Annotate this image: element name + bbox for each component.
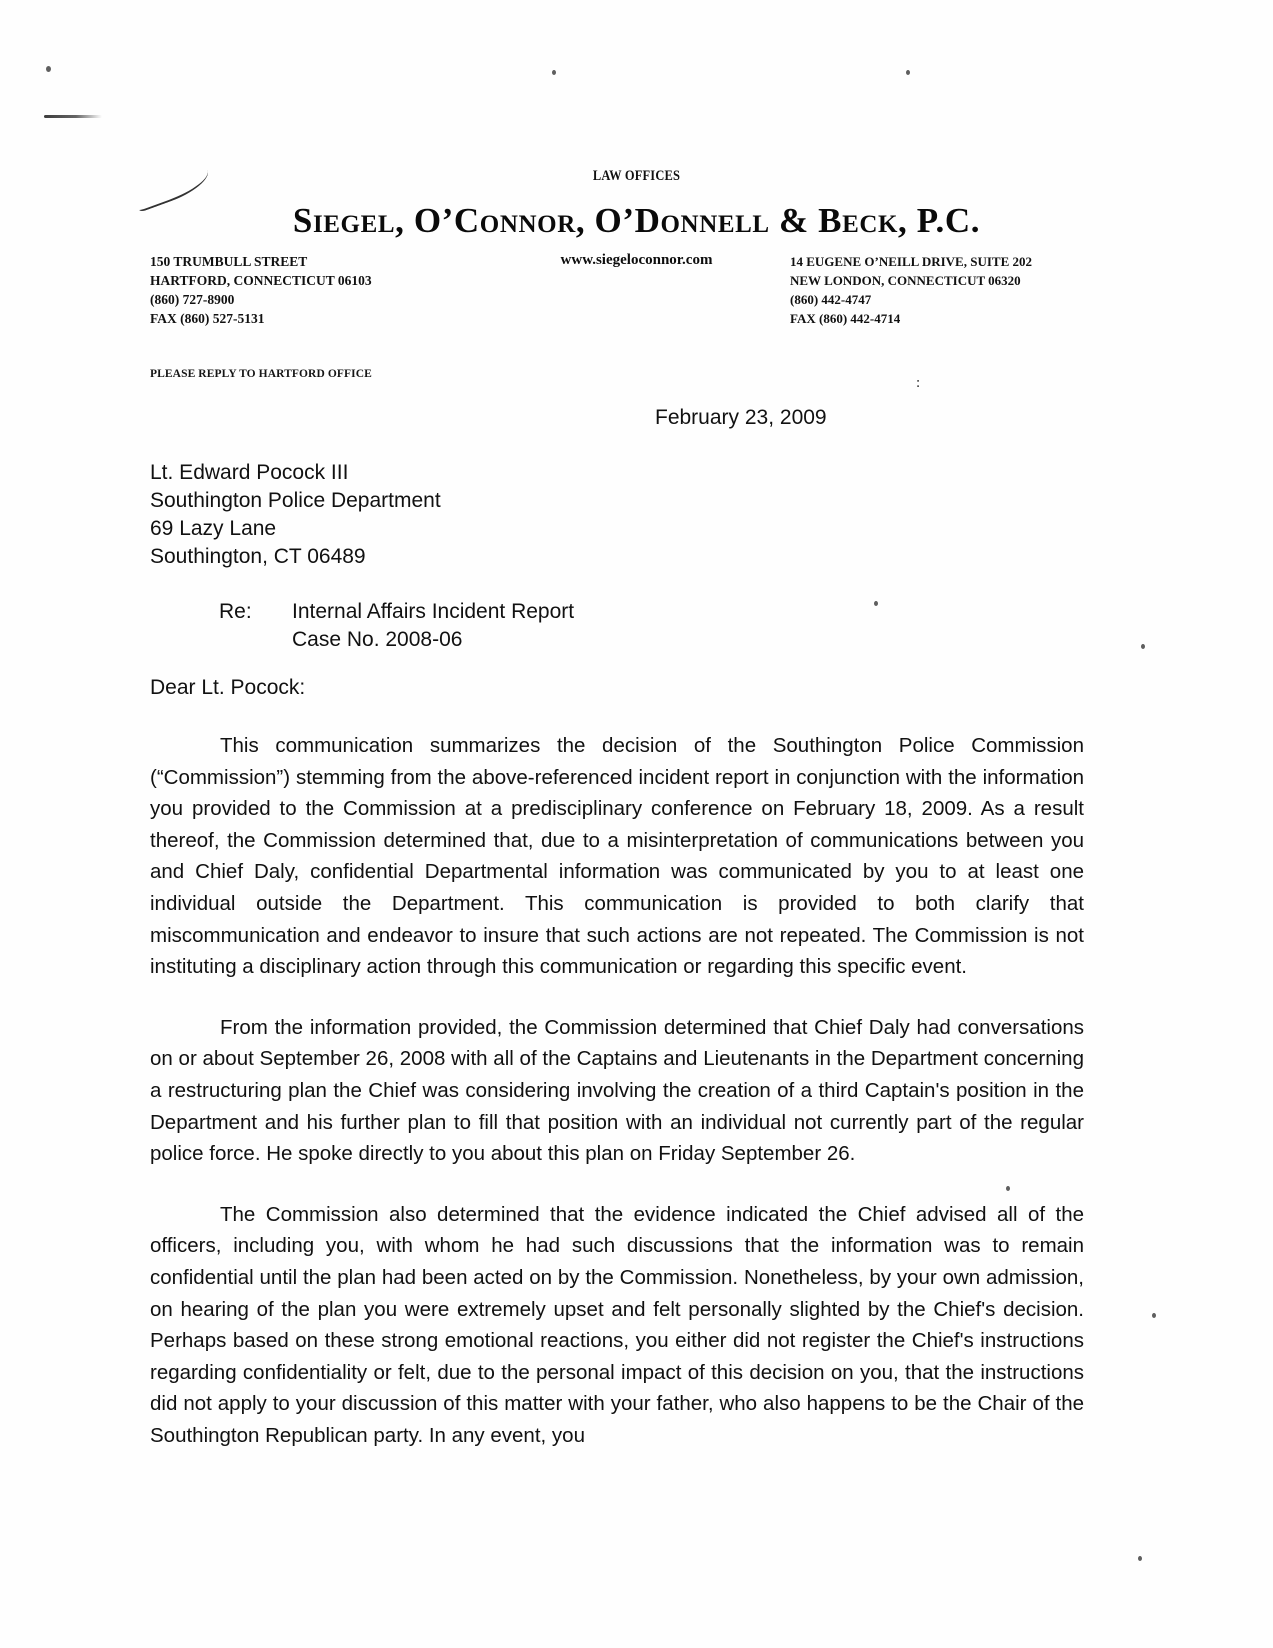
re-subject-block — [219, 598, 574, 654]
re-subject-first-row — [219, 598, 574, 626]
re-subject-line-1: Internal Affairs Incident Report — [292, 600, 575, 623]
re-label: Re: — [219, 600, 252, 623]
recipient-address-block — [150, 459, 441, 571]
new-london-fax: FAX (860) 442-4714 — [790, 311, 901, 326]
body-paragraph-2: From the information provided, the Commission determined that Chief Daly had conversations on or about September 26, 2008 with all of the Captains and Lieutenants in the Department concerning a restructuring plan the Chief was considering involving the creation of a third Captain's position in the Department and his further plan to fill that position with an individual not currently part of the regular police force. He spoke directly to you about this plan on Friday September 26. — [150, 1015, 1084, 1166]
letter-date: February 23, 2009 — [655, 406, 827, 429]
new-london-office-block — [790, 252, 1032, 328]
body-paragraph-1: This communication summarizes the decision of the Southington Police Commission (“Commission”) stemming from the above-referenced incident report in conjunction with the information you provided to the Commission at a predisciplinary conference on February 18, 2009. As a result thereof, the Commission determined that, due to a misinterpretation of communications between you and Chief Daly, confidential Departmental information was communicated by you to at least one individual outside the Department. This communication is provided to both clarify that miscommunication and endeavor to insure that such actions are not repeated. The Commission is not instituting a disciplinary action through this communication or regarding this specific event. — [150, 734, 1084, 979]
reply-instruction: PLEASE REPLY TO HARTFORD OFFICE — [150, 368, 372, 380]
re-subject-second-row — [219, 626, 574, 654]
recipient-city-state-zip: Southington, CT 06489 — [150, 545, 366, 568]
firm-website[interactable]: www.siegeloconnor.com — [560, 252, 713, 268]
hartford-city-state-zip: HARTFORD, CONNECTICUT 06103 — [150, 273, 372, 288]
new-london-phone: (860) 442-4747 — [790, 292, 872, 307]
body-paragraph-3: The Commission also determined that the evidence indicated the Chief advised all of the officers, including you, with whom he had such discussions that the information was to remain confidential until the plan had been acted on by the Commission. Nonetheless, by your own admission, on hearing of the plan you were extremely upset and felt personally slighted by the Chief's decision. Perhaps based on these strong emotional reactions, you either did not register the Chief's instructions regarding confidentiality or felt, due to the personal impact of this decision on you, that the instructions did not apply to your discussion of this matter with your father, who also happens to be the Chair of the Southington Republican party. In any event, you — [150, 1202, 1084, 1447]
scan-artifact-mark: : — [916, 375, 921, 391]
letter-body — [150, 730, 1084, 1451]
hartford-phone: (860) 727-8900 — [150, 292, 235, 307]
scan-speck — [1152, 1313, 1156, 1318]
recipient-organization: Southington Police Department — [150, 489, 441, 512]
re-case-number: Case No. 2008-06 — [292, 628, 463, 651]
recipient-street: 69 Lazy Lane — [150, 517, 277, 540]
new-london-city-state-zip: NEW LONDON, CONNECTICUT 06320 — [790, 273, 1021, 288]
recipient-name: Lt. Edward Pocock III — [150, 461, 349, 484]
hartford-street: 150 TRUMBULL STREET — [150, 254, 308, 269]
letterhead-eyebrow: LAW OFFICES — [592, 168, 681, 184]
scan-speck — [1141, 644, 1145, 649]
salutation: Dear Lt. Pocock: — [150, 676, 306, 699]
hartford-fax: FAX (860) 527-5131 — [150, 311, 265, 326]
scan-streak — [44, 115, 102, 118]
scan-speck — [46, 66, 51, 72]
letterhead — [0, 168, 1273, 241]
re-label-spacer — [219, 626, 292, 654]
scan-speck — [906, 70, 910, 75]
new-london-street: 14 EUGENE O’NEILL DRIVE, SUITE 202 — [790, 254, 1032, 269]
scan-speck — [552, 70, 556, 75]
firm-name: Siegel, O’Connor, O’Donnell & Beck, P.C. — [292, 201, 981, 240]
scan-speck — [1138, 1556, 1142, 1561]
letterhead-contact-row — [0, 252, 1273, 342]
scan-speck — [874, 601, 878, 606]
